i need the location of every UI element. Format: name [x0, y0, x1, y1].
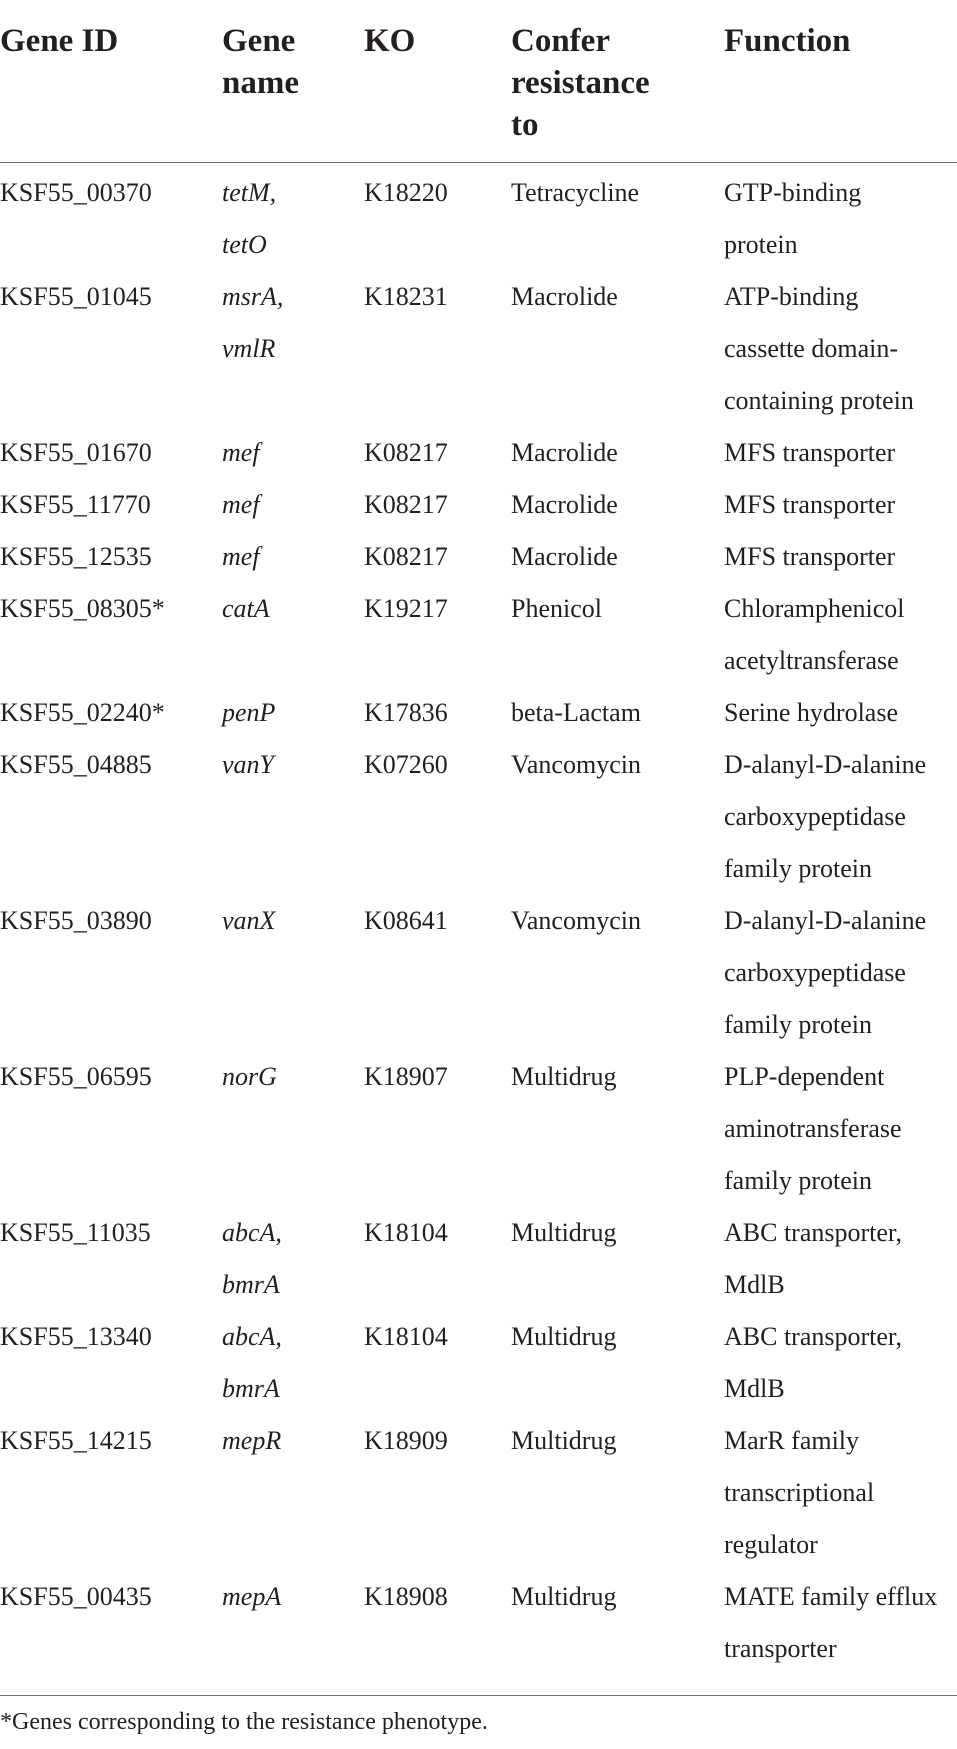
- gene-name-line: tetO: [222, 230, 267, 259]
- function-line: family protein: [724, 1166, 873, 1195]
- cell-confer-resistance: Multidrug: [511, 1582, 617, 1611]
- function-line: regulator: [724, 1530, 818, 1559]
- cell-gene-name: [222, 1051, 364, 1207]
- function-line: carboxypeptidase: [724, 958, 906, 987]
- cell-ko: K08217: [364, 542, 448, 571]
- cell-function: [724, 895, 957, 1051]
- function-line: MarR family: [724, 1426, 860, 1455]
- cell-gene-id: KSF55_01045: [0, 282, 152, 311]
- cell-gene-name: [222, 163, 364, 272]
- gene-name-line: abcA,: [222, 1218, 282, 1247]
- cell-function: [724, 479, 957, 531]
- function-line: transporter: [724, 1634, 837, 1663]
- cell-ko: K18908: [364, 1582, 448, 1611]
- cell-gene-id: KSF55_01670: [0, 438, 152, 467]
- function-line: aminotransferase: [724, 1114, 902, 1143]
- cell-gene-id: KSF55_03890: [0, 906, 152, 935]
- cell-confer-resistance: Vancomycin: [511, 750, 641, 779]
- cell-ko: K18220: [364, 178, 448, 207]
- cell-confer-resistance: Multidrug: [511, 1218, 617, 1247]
- gene-name-line: tetM,: [222, 178, 277, 207]
- gene-name-line: norG: [222, 1062, 277, 1091]
- cell-ko: K18909: [364, 1426, 448, 1455]
- table-row: [0, 1311, 957, 1415]
- table-row: [0, 1571, 957, 1675]
- table-row: [0, 479, 957, 531]
- gene-name-line: mef: [222, 438, 260, 467]
- header-confer-resistance-to: [511, 0, 724, 163]
- function-line: MATE family efflux: [724, 1582, 938, 1611]
- cell-gene-id: KSF55_11770: [0, 490, 151, 519]
- header-line: resistance: [511, 65, 650, 101]
- table-row: [0, 583, 957, 687]
- cell-ko: K18907: [364, 1062, 448, 1091]
- table-row: [0, 531, 957, 583]
- function-line: ABC transporter,: [724, 1218, 903, 1247]
- gene-name-line: abcA,: [222, 1322, 282, 1351]
- header-line: Function: [724, 23, 851, 59]
- function-line: cassette domain-: [724, 334, 898, 363]
- gene-name-line: penP: [222, 698, 276, 727]
- cell-gene-id: KSF55_06595: [0, 1062, 152, 1091]
- cell-confer-resistance: Macrolide: [511, 282, 618, 311]
- function-line: acetyltransferase: [724, 646, 899, 675]
- header-line: Confer: [511, 23, 610, 59]
- cell-ko: K07260: [364, 750, 448, 779]
- header-gene-name: [222, 0, 364, 163]
- cell-gene-name: [222, 271, 364, 427]
- cell-gene-id: KSF55_14215: [0, 1426, 152, 1455]
- header-function: [724, 0, 957, 163]
- gene-name-line: mepA: [222, 1582, 282, 1611]
- header-line: Gene ID: [0, 23, 119, 59]
- table-footnote: *Genes corresponding to the resistance phenotype.: [0, 1709, 488, 1735]
- function-line: protein: [724, 230, 798, 259]
- cell-gene-name: [222, 479, 364, 531]
- cell-gene-id: KSF55_08305*: [0, 594, 165, 623]
- cell-confer-resistance: Multidrug: [511, 1062, 617, 1091]
- cell-function: [724, 1571, 957, 1675]
- cell-confer-resistance: Multidrug: [511, 1322, 617, 1351]
- cell-function: [724, 427, 957, 479]
- table-row: [0, 427, 957, 479]
- cell-gene-name: [222, 1571, 364, 1675]
- cell-confer-resistance: Phenicol: [511, 594, 602, 623]
- cell-confer-resistance: Tetracycline: [511, 178, 640, 207]
- gene-name-line: catA: [222, 594, 270, 623]
- cell-function: [724, 531, 957, 583]
- cell-gene-id: KSF55_00370: [0, 178, 152, 207]
- cell-function: [724, 687, 957, 739]
- cell-ko: K17836: [364, 698, 448, 727]
- table-body: [0, 163, 957, 1676]
- table-row: [0, 1051, 957, 1207]
- cell-function: [724, 1311, 957, 1415]
- table-row: [0, 163, 957, 272]
- header-gene-id: [0, 0, 222, 163]
- cell-confer-resistance: Macrolide: [511, 438, 618, 467]
- function-line: Serine hydrolase: [724, 698, 899, 727]
- cell-gene-name: [222, 687, 364, 739]
- cell-ko: K18231: [364, 282, 448, 311]
- header-row: [0, 0, 957, 163]
- cell-gene-name: [222, 583, 364, 687]
- function-line: family protein: [724, 1010, 873, 1039]
- cell-function: [724, 583, 957, 687]
- cell-ko: K08217: [364, 438, 448, 467]
- cell-confer-resistance: Macrolide: [511, 490, 618, 519]
- function-line: D-alanyl-D-alanine: [724, 750, 927, 779]
- cell-gene-id: KSF55_02240*: [0, 698, 165, 727]
- function-line: carboxypeptidase: [724, 802, 906, 831]
- table-bottom-rule: [0, 1695, 957, 1696]
- function-line: family protein: [724, 854, 873, 883]
- cell-ko: K18104: [364, 1322, 448, 1351]
- cell-gene-name: [222, 739, 364, 895]
- table-row: [0, 687, 957, 739]
- header-line: KO: [364, 23, 416, 59]
- function-line: containing protein: [724, 386, 914, 415]
- cell-function: [724, 1415, 957, 1571]
- cell-confer-resistance: Multidrug: [511, 1426, 617, 1455]
- table-row: [0, 1207, 957, 1311]
- gene-name-line: mepR: [222, 1426, 282, 1455]
- header-line: Gene: [222, 23, 296, 59]
- table-row: [0, 1415, 957, 1571]
- function-line: ATP-binding: [724, 282, 859, 311]
- header-line: to: [511, 107, 539, 143]
- cell-gene-id: KSF55_13340: [0, 1322, 152, 1351]
- function-line: MdlB: [724, 1374, 785, 1403]
- cell-gene-id: KSF55_11035: [0, 1218, 151, 1247]
- cell-gene-name: [222, 1207, 364, 1311]
- gene-name-line: bmrA: [222, 1374, 280, 1403]
- cell-function: [724, 1207, 957, 1311]
- cell-function: [724, 271, 957, 427]
- header-line: name: [222, 65, 299, 101]
- gene-name-line: bmrA: [222, 1270, 280, 1299]
- cell-gene-name: [222, 1415, 364, 1571]
- function-line: MFS transporter: [724, 490, 896, 519]
- cell-gene-name: [222, 531, 364, 583]
- cell-gene-name: [222, 1311, 364, 1415]
- cell-function: [724, 1051, 957, 1207]
- cell-confer-resistance: Vancomycin: [511, 906, 641, 935]
- cell-ko: K19217: [364, 594, 448, 623]
- cell-gene-name: [222, 895, 364, 1051]
- gene-name-line: mef: [222, 490, 260, 519]
- function-line: PLP-dependent: [724, 1062, 885, 1091]
- function-line: MdlB: [724, 1270, 785, 1299]
- gene-name-line: mef: [222, 542, 260, 571]
- cell-function: [724, 163, 957, 272]
- cell-gene-id: KSF55_00435: [0, 1582, 152, 1611]
- table-row: [0, 739, 957, 895]
- function-line: MFS transporter: [724, 438, 896, 467]
- cell-ko: K08217: [364, 490, 448, 519]
- gene-name-line: vanY: [222, 750, 274, 779]
- cell-gene-id: KSF55_12535: [0, 542, 152, 571]
- cell-gene-name: [222, 427, 364, 479]
- function-line: GTP-binding: [724, 178, 862, 207]
- gene-name-line: vanX: [222, 906, 276, 935]
- cell-confer-resistance: Macrolide: [511, 542, 618, 571]
- table-row: [0, 895, 957, 1051]
- table-row: [0, 271, 957, 427]
- cell-confer-resistance: beta-Lactam: [511, 698, 641, 727]
- cell-ko: K08641: [364, 906, 448, 935]
- function-line: D-alanyl-D-alanine: [724, 906, 927, 935]
- table-header: [0, 0, 957, 163]
- gene-name-line: vmlR: [222, 334, 276, 363]
- header-ko: [364, 0, 511, 163]
- cell-ko: K18104: [364, 1218, 448, 1247]
- function-line: Chloramphenicol: [724, 594, 905, 623]
- cell-function: [724, 739, 957, 895]
- function-line: transcriptional: [724, 1478, 875, 1507]
- gene-name-line: msrA,: [222, 282, 284, 311]
- function-line: ABC transporter,: [724, 1322, 903, 1351]
- function-line: MFS transporter: [724, 542, 896, 571]
- cell-gene-id: KSF55_04885: [0, 750, 152, 779]
